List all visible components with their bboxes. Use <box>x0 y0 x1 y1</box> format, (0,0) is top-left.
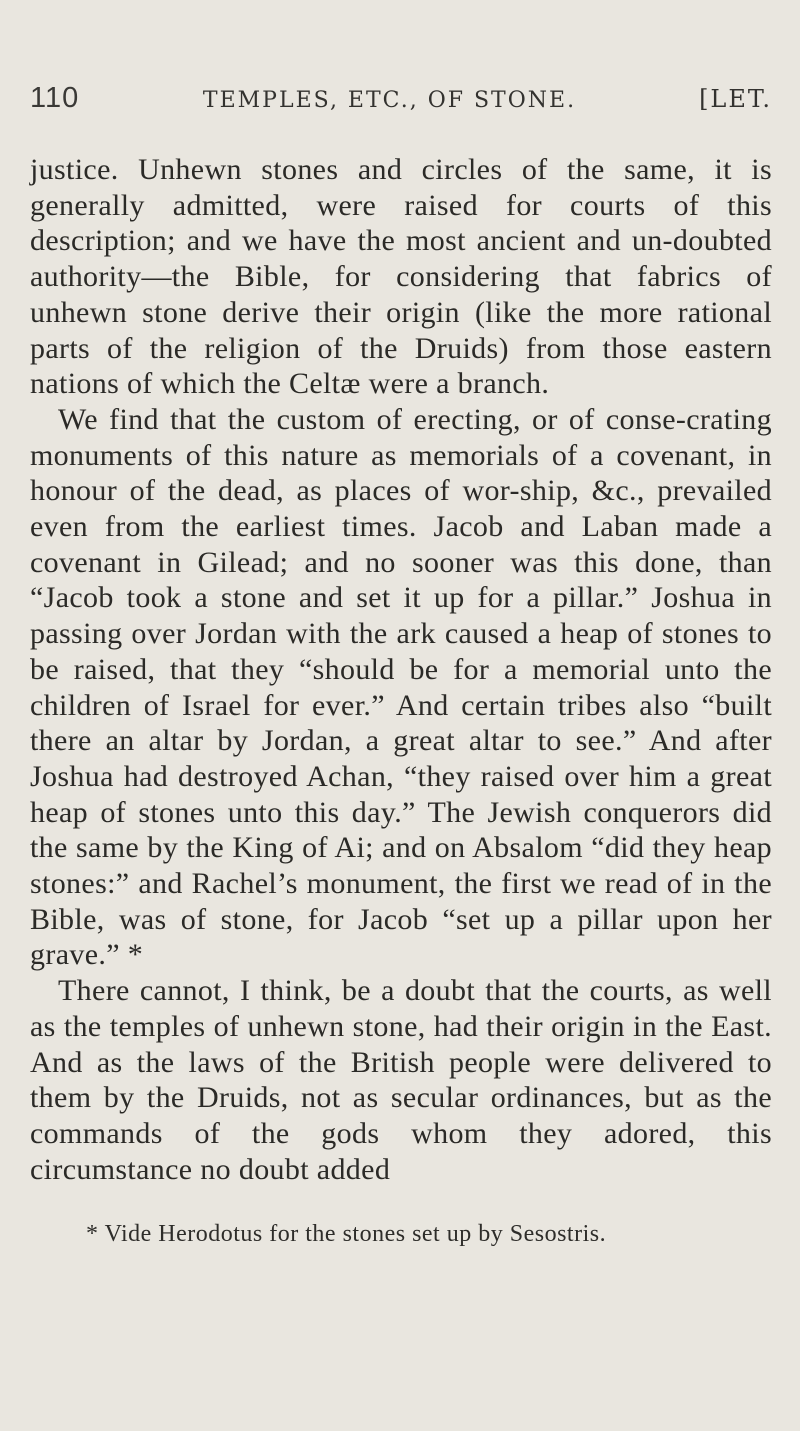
paragraph: There cannot, I think, be a doubt that the courts, as well as the temples of unhewn stone, had their origin in the East. And as the laws of the British people were delivered to them by the Druids, not as secular ordinances, but as the commands of the gods whom they adored, this circumstance no doubt added <box>30 974 772 1186</box>
paragraph: We find that the custom of erecting, or of conse-crating monuments of this nature as memorials of a covenant, in honour of the dead, as places of wor-ship, &c., prevailed even from the earliest times. Jacob and Laban made a covenant in Gilead; and no sooner was this done, than “Jacob took a stone and set it up for a pillar.” Joshua in passing over Jordan with the ark caused a heap of stones to be raised, that they “should be for a memorial unto the children of Israel for ever.” And certain tribes also “built there an altar by Jordan, a great altar to see.” And after Joshua had destroyed Achan, “they raised over him a great heap of stones unto this day.” The Jewish conquerors did the same by the King of Ai; and on Absalom “did they heap stones:” and Rachel’s monument, the first we read of in the Bible, was of stone, for Jacob “set up a pillar upon her grave.” * <box>30 402 772 972</box>
section-marker: [LET. <box>699 85 772 113</box>
page-number: 110 <box>30 82 80 114</box>
paragraph: justice. Unhewn stones and circles of the same, it is generally admitted, were raised for courts of this description; and we have the most ancient and un-doubted authority—the Bible, for considering that fabrics of unhewn stone derive their origin (like the more rational parts of the religion of the Druids) from those eastern nations of which the Celtæ were a branch. <box>30 153 772 401</box>
footnote: * Vide Herodotus for the stones set up by Sesostris. <box>86 1221 607 1248</box>
running-title: TEMPLES, ETC., OF STONE. <box>202 88 577 113</box>
running-header <box>30 0 772 122</box>
body-text <box>30 152 772 1187</box>
